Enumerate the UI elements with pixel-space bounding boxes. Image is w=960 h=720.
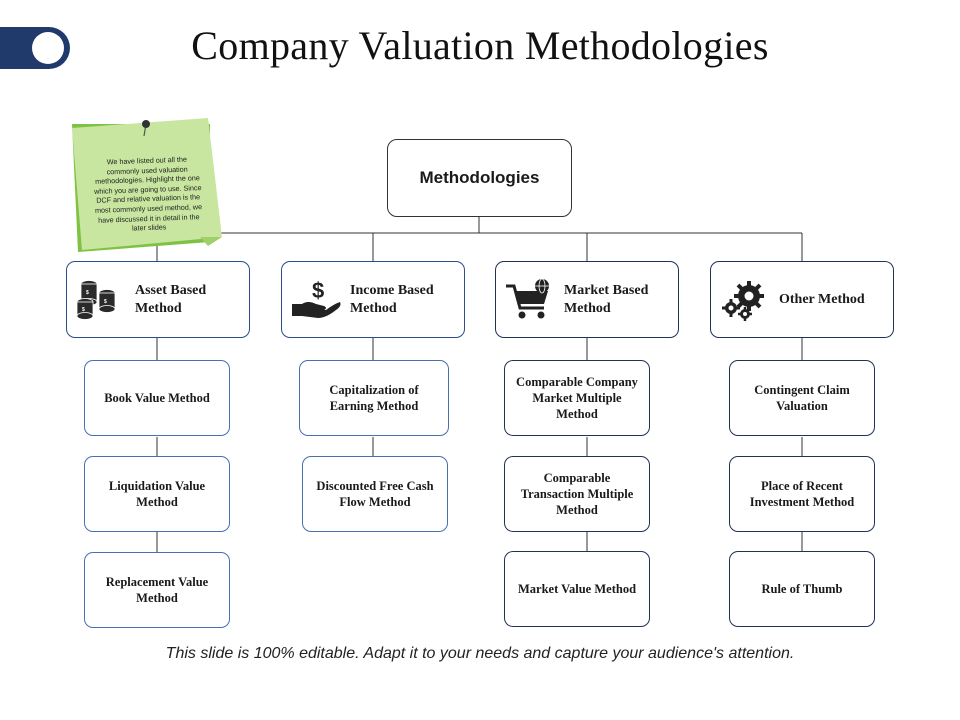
method-contingent-claim [729, 360, 875, 436]
method-liquidation-value [84, 456, 230, 532]
svg-text:$: $ [86, 289, 89, 296]
method-replacement-value [84, 552, 230, 628]
category-label: Market Based Method [564, 282, 649, 316]
footer-caption: This slide is 100% editable. Adapt it to your needs and capture your audience's attention. [165, 645, 795, 662]
method-label: Market Value Method [517, 582, 637, 596]
gears-icon [719, 278, 771, 322]
method-label: Contingent Claim Valuation [754, 383, 850, 413]
method-comparable-transaction [504, 456, 650, 532]
method-label: Replacement Value Method [105, 575, 209, 605]
method-comparable-company [504, 360, 650, 436]
category-asset-based [66, 261, 250, 338]
coins-stack-icon [75, 278, 127, 322]
page-title: Company Valuation Methodologies [191, 23, 769, 68]
method-book-value [84, 360, 230, 436]
method-rule-of-thumb [729, 551, 875, 627]
category-market-based [495, 261, 679, 338]
svg-text:$: $ [82, 306, 85, 313]
root-label: Methodologies [419, 168, 540, 187]
svg-text:$: $ [104, 298, 107, 305]
method-label: Rule of Thumb [761, 582, 843, 596]
methodologies-node [387, 139, 572, 217]
note-text: We have listed out all the commonly used valuation methodologies. Highlight the one which you are going to use. Since DCF and relative valuation is the most commonly used method, we have discussed it in detail in the later slides [93, 154, 203, 233]
category-label: Income Based Method [350, 282, 434, 316]
method-place-of-recent-investment [729, 456, 875, 532]
category-income-based [281, 261, 465, 338]
method-label: Book Value Method [104, 391, 210, 405]
category-other [710, 261, 894, 338]
method-label: Comparable Transaction Multiple Method [520, 471, 634, 517]
method-label: Comparable Company Market Multiple Method [516, 375, 638, 421]
method-market-value [504, 551, 650, 627]
pin-icon [142, 120, 150, 128]
method-capitalization-of-earning [299, 360, 449, 436]
method-label: Place of Recent Investment Method [749, 479, 855, 509]
method-discounted-free-cash-flow [302, 456, 448, 532]
shopping-cart-globe-icon [504, 278, 556, 322]
category-label: Other Method [779, 291, 865, 307]
hand-dollar-icon [290, 278, 342, 322]
method-label: Capitalization of Earning Method [329, 383, 419, 413]
method-label: Discounted Free Cash Flow Method [316, 479, 434, 509]
method-label: Liquidation Value Method [108, 479, 206, 509]
svg-text:$: $ [312, 277, 325, 303]
category-label: Asset Based Method [135, 282, 207, 316]
